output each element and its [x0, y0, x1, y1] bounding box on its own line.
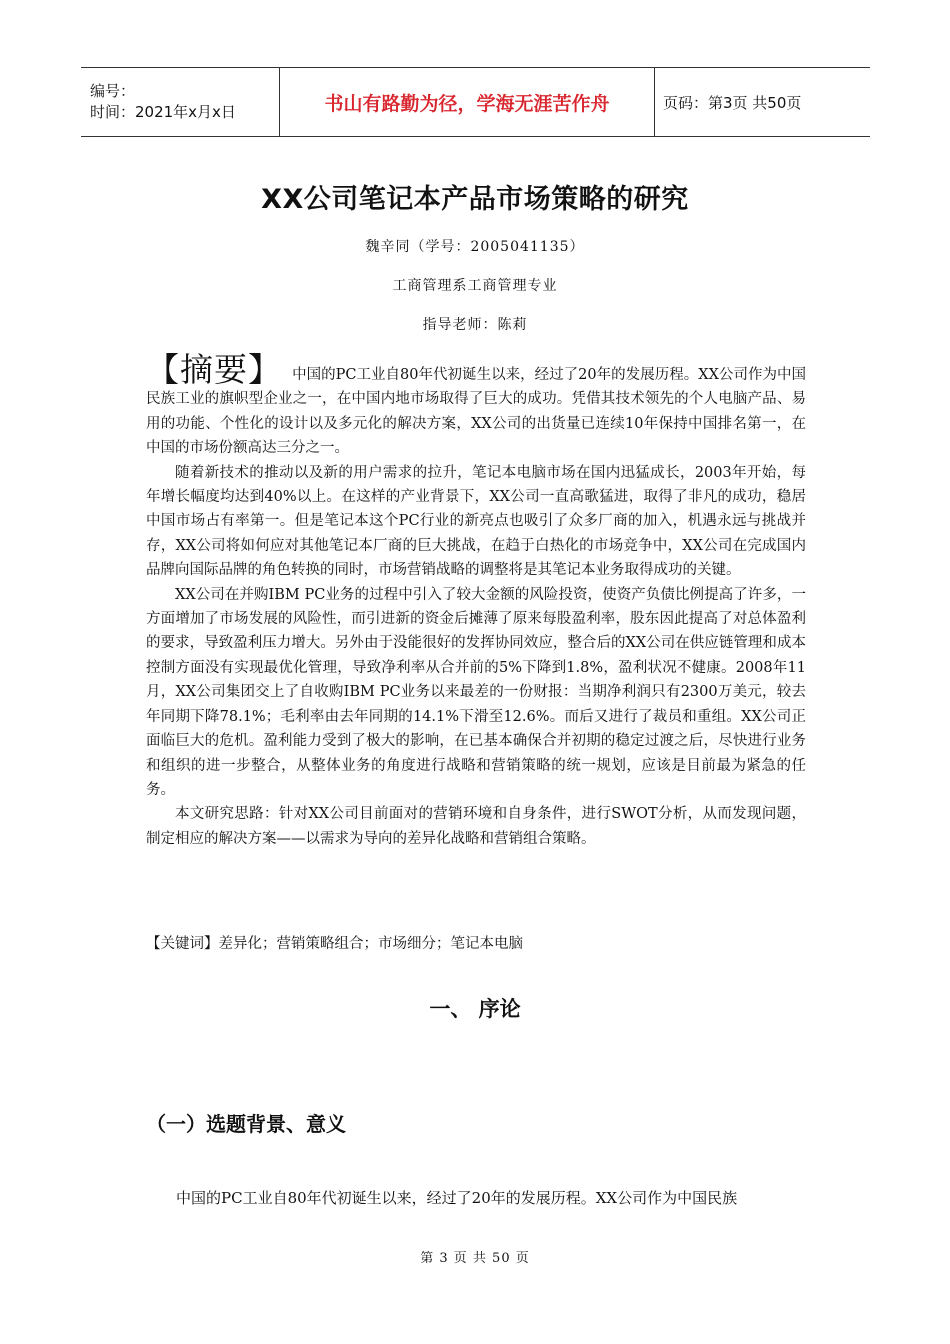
header-motto: 书山有路勤为径，学海无涯苦作舟	[280, 68, 655, 136]
abstract-paragraph-2: 随着新技术的推动以及新的用户需求的拉升，笔记本电脑市场在国内迅猛成长，2003年开始，每年增长幅度均达到40%以上。在这样的产业背景下，XX公司一直高歌猛进，取得了非凡的成功，稳居中国市场占有率第一。但是笔记本这个PC行业的新亮点也吸引了众多厂商的加入，机遇永远与挑战并存，XX公司将如何应对其他笔记本厂商的巨大挑战，在趋于白热化的市场竞争中，XX公司在完成国内品牌向国际品牌的角色转换的同时，市场营销战略的调整将是其笔记本业务取得成功的关键。	[146, 464, 806, 579]
advisor-line: 指导老师：陈莉	[422, 317, 528, 333]
paper-title: XX公司笔记本产品市场策略的研究	[261, 184, 689, 215]
header-page-label: 页码：第3页 共50页	[663, 93, 802, 112]
section-title: 一、 序论	[429, 997, 521, 1021]
abstract	[146, 350, 807, 851]
department-line: 工商管理系工商管理专业	[392, 278, 558, 294]
abstract-paragraph-3: XX公司在并购IBM PC业务的过程中引入了较大金额的风险投资，使资产负债比例提高了许多，一方面增加了市场发展的风险性，而引进新的资金后摊薄了原来每股盈利率，股东因此提高了对总体盈利的要求，导致盈利压力增大。另外由于没能很好的发挥协同效应，整合后的XX公司在供应链管理和成本控制方面没有实现最优化管理，导致净利率从合并前的5%下降到1.8%，盈利状况不健康。2008年11月，XX公司集团交上了自收购IBM PC业务以来最差的一份财报：当期净利润只有2300万美元，较去年同期下降78.1%；毛利率由去年同期的14.1%下滑至12.6%。而后又进行了裁员和重组。XX公司正面临巨大的危机。盈利能力受到了极大的影响，在已基本确保合并初期的稳定过渡之后，尽快进行业务和组织的进一步整合，从整体业务的角度进行战略和营销策略的统一规划，应该是目前最为紧急的任务。	[146, 586, 806, 798]
header-left-cell	[81, 68, 280, 136]
time-label: 时间：2021年x月x日	[90, 103, 236, 121]
subsection-title: （一）选题背景、意义	[146, 1112, 346, 1136]
page-footer: 第 3 页 共 50 页	[420, 1251, 530, 1266]
keywords: 【关键词】差异化；营销策略组合；市场细分；笔记本电脑	[146, 936, 523, 952]
author-line: 魏辛同（学号：2005041135）	[365, 239, 585, 255]
abstract-paragraph-4: 本文研究思路：针对XX公司目前面对的营销环境和自身条件，进行SWOT分析，从而发现问题，制定相应的解决方案——以需求为导向的差异化战略和营销组合策略。	[146, 806, 806, 847]
header-table	[81, 67, 870, 137]
abstract-paragraph-1	[146, 350, 807, 461]
body-paragraph: 中国的PC工业自80年代初诞生以来，经过了20年的发展历程。XX公司作为中国民族	[176, 1189, 738, 1207]
number-label: 编号：	[90, 82, 136, 100]
abstract-p1-text: 中国的PC工业自80年代初诞生以来，经过了20年的发展历程。XX公司作为中国民族工业的旗帜型企业之一，在中国内地市场取得了巨大的成功。凭借其技术领先的个人电脑产品、易用的功能、个性化的设计以及多元化的解决方案，XX公司的出货量已连续10年保持中国排名第一，在中国的市场份额高达三分之一。	[146, 367, 807, 457]
abstract-label: 【摘要】	[146, 350, 283, 389]
